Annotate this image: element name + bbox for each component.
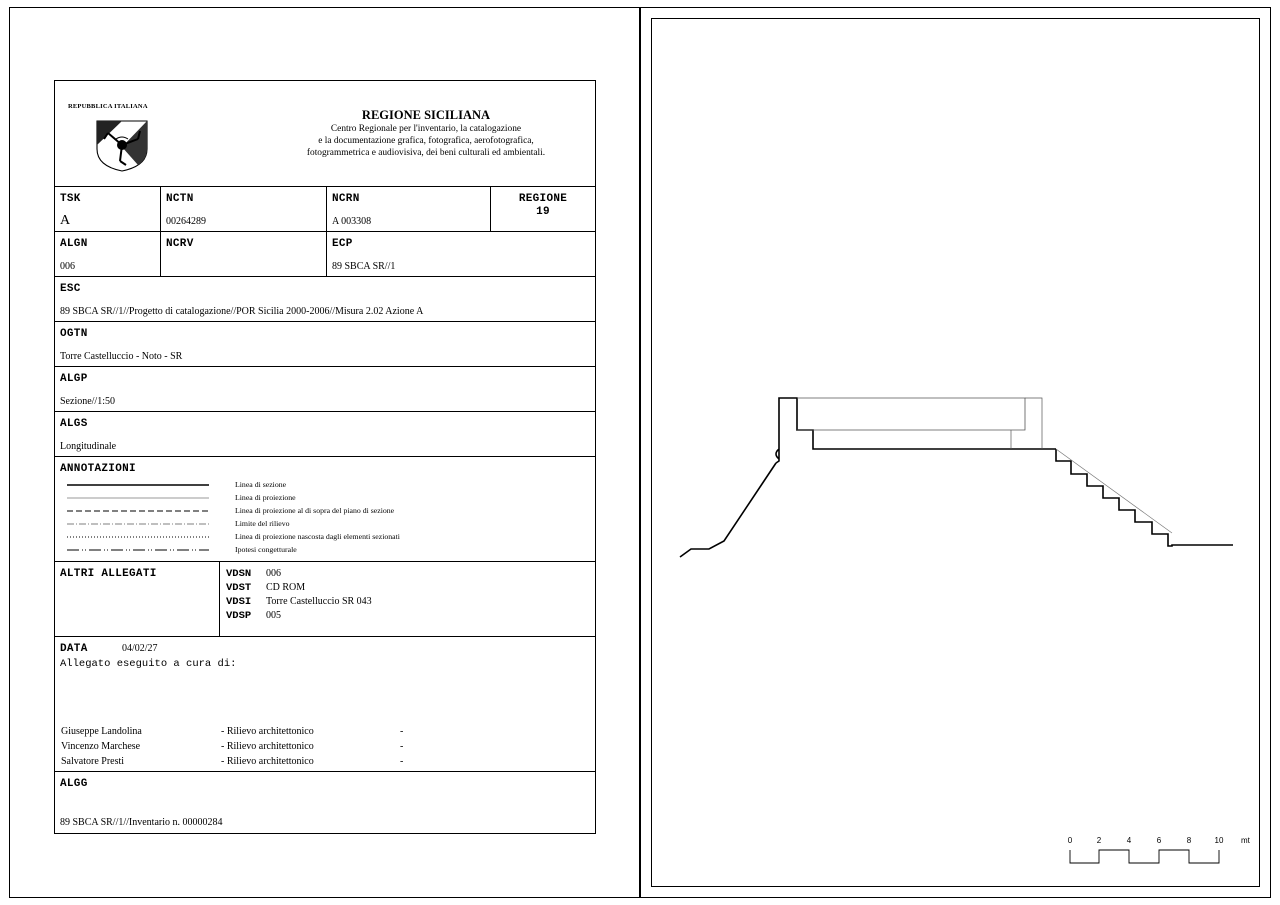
vdsi-line <box>226 596 372 608</box>
cell-nctn <box>160 187 327 231</box>
region-title: REGIONE SICILIANA <box>361 108 491 122</box>
cell-regione <box>490 187 595 231</box>
cell-ncrv <box>160 232 327 276</box>
ogtn-label: OGTN <box>60 328 88 340</box>
row-algs <box>55 412 595 457</box>
nctn-value: 00264289 <box>166 216 206 227</box>
ogtn-value: Torre Castelluccio - Noto - SR <box>60 351 183 362</box>
scale-unit: mt <box>1241 836 1250 845</box>
ncrv-label: NCRV <box>166 238 194 250</box>
scale-tick-label: 10 <box>1214 836 1224 845</box>
algp-label: ALGP <box>60 373 88 385</box>
person-role: - Rilievo architettonico <box>221 756 314 767</box>
vdsi-value: Torre Castelluccio SR 043 <box>266 596 372 607</box>
row-algg <box>55 772 595 833</box>
legend-label: Linea di proiezione <box>235 493 296 502</box>
cell-allegati-label <box>55 562 219 636</box>
legend-label: Linea di proiezione al di sopra del piano di sezione <box>235 506 395 515</box>
ecp-label: ECP <box>332 238 353 250</box>
upper-platform-projection <box>797 398 1025 430</box>
person-name: Giuseppe Landolina <box>61 726 142 737</box>
annotazioni-label: ANNOTAZIONI <box>60 463 136 475</box>
person-role: - Rilievo architettonico <box>221 741 314 752</box>
row-ogtn <box>55 322 595 367</box>
algp-value: Sezione//1:50 <box>60 396 115 407</box>
algn-value: 006 <box>60 261 75 272</box>
vdst-value: CD ROM <box>266 582 306 593</box>
row-algn <box>55 232 595 277</box>
person-name: Salvatore Presti <box>61 756 125 767</box>
scale-pattern <box>1070 850 1219 863</box>
row-annotazioni <box>55 457 595 562</box>
header-line-1: Centro Regionale per l'inventario, la catalogazione <box>330 124 522 134</box>
algn-label: ALGN <box>60 238 88 250</box>
stairs-section-line <box>1056 449 1233 546</box>
algs-label: ALGS <box>60 418 88 430</box>
header-line-2: e la documentazione grafica, fotografica, aerofotografica, <box>318 136 534 146</box>
regione-label: REGIONE <box>518 193 568 205</box>
algg-label: ALGG <box>60 778 88 790</box>
algs-value: Longitudinale <box>60 441 117 452</box>
republic-label: REPUBBLICA ITALIANA <box>68 103 148 110</box>
tsk-label: TSK <box>60 193 81 205</box>
row-allegati <box>55 562 595 637</box>
vdsn-key: VDSN <box>226 568 252 580</box>
person-dash: - <box>400 726 404 737</box>
scale-tick-label: 0 <box>1067 836 1073 845</box>
scale-tick-label: 6 <box>1156 836 1162 845</box>
left-terrain-line <box>680 463 776 557</box>
algg-value: 89 SBCA SR//1//Inventario n. 00000284 <box>60 817 223 828</box>
legend-label: Limite del rilievo <box>235 519 290 528</box>
tower-section-line <box>776 398 1056 463</box>
scale-tick-label: 8 <box>1186 836 1192 845</box>
parapet-projection <box>1025 398 1042 449</box>
stairs-slope-projection <box>1056 449 1172 533</box>
vdsn-line <box>226 568 281 580</box>
cell-allegati-list <box>219 562 595 636</box>
curator-label: Allegato eseguito a cura di: <box>60 658 237 670</box>
legend-label: Linea di sezione <box>235 480 287 489</box>
esc-value: 89 SBCA SR//1//Progetto di catalogazione//POR Sicilia 2000-2006//Misura 2.02 Azione A <box>60 306 424 317</box>
allegati-label: ALTRI ALLEGATI <box>60 568 157 580</box>
legend-label: Ipotesi congetturale <box>235 545 297 554</box>
vdsp-value: 005 <box>266 610 281 621</box>
ecp-value: 89 SBCA SR//1 <box>332 261 396 272</box>
vdsp-line <box>226 610 281 622</box>
scale-tick-label: 4 <box>1126 836 1132 845</box>
row-data <box>55 637 595 772</box>
legend-label: Linea di proiezione nascosta dagli elementi sezionati <box>235 532 400 541</box>
header-line-3: fotogrammetrica e audiovisiva, dei beni culturali ed ambientali. <box>306 148 546 158</box>
sheet-divider <box>639 7 641 898</box>
regione-value: 19 <box>536 206 550 218</box>
cell-ncrn <box>326 187 490 231</box>
vdst-line <box>226 582 305 594</box>
data-date: 04/02/27 <box>122 643 158 654</box>
catalogue-card <box>54 80 596 834</box>
cell-tsk <box>55 187 160 231</box>
section-drawing <box>651 18 1260 887</box>
vdsi-key: VDSI <box>226 596 252 608</box>
scale-tick-label: 2 <box>1096 836 1102 845</box>
data-label: DATA <box>60 643 88 655</box>
sicily-emblem-icon <box>94 119 150 178</box>
esc-label: ESC <box>60 283 81 295</box>
vdsn-value: 006 <box>266 568 281 579</box>
row-identifiers <box>55 187 595 232</box>
tsk-value: A <box>60 213 71 228</box>
person-dash: - <box>400 756 404 767</box>
nctn-label: NCTN <box>166 193 194 205</box>
vdsp-key: VDSP <box>226 610 252 622</box>
cell-ecp <box>326 232 595 276</box>
scale-bar <box>1060 836 1260 876</box>
person-dash: - <box>400 741 404 752</box>
cell-algn <box>55 232 160 276</box>
vdst-key: VDST <box>226 582 252 594</box>
row-esc <box>55 277 595 322</box>
person-role: - Rilievo architettonico <box>221 726 314 737</box>
ncrn-value: A 003308 <box>332 216 372 227</box>
row-algp <box>55 367 595 412</box>
card-header <box>55 81 595 187</box>
person-name: Vincenzo Marchese <box>61 741 141 752</box>
ncrn-label: NCRN <box>332 193 360 205</box>
